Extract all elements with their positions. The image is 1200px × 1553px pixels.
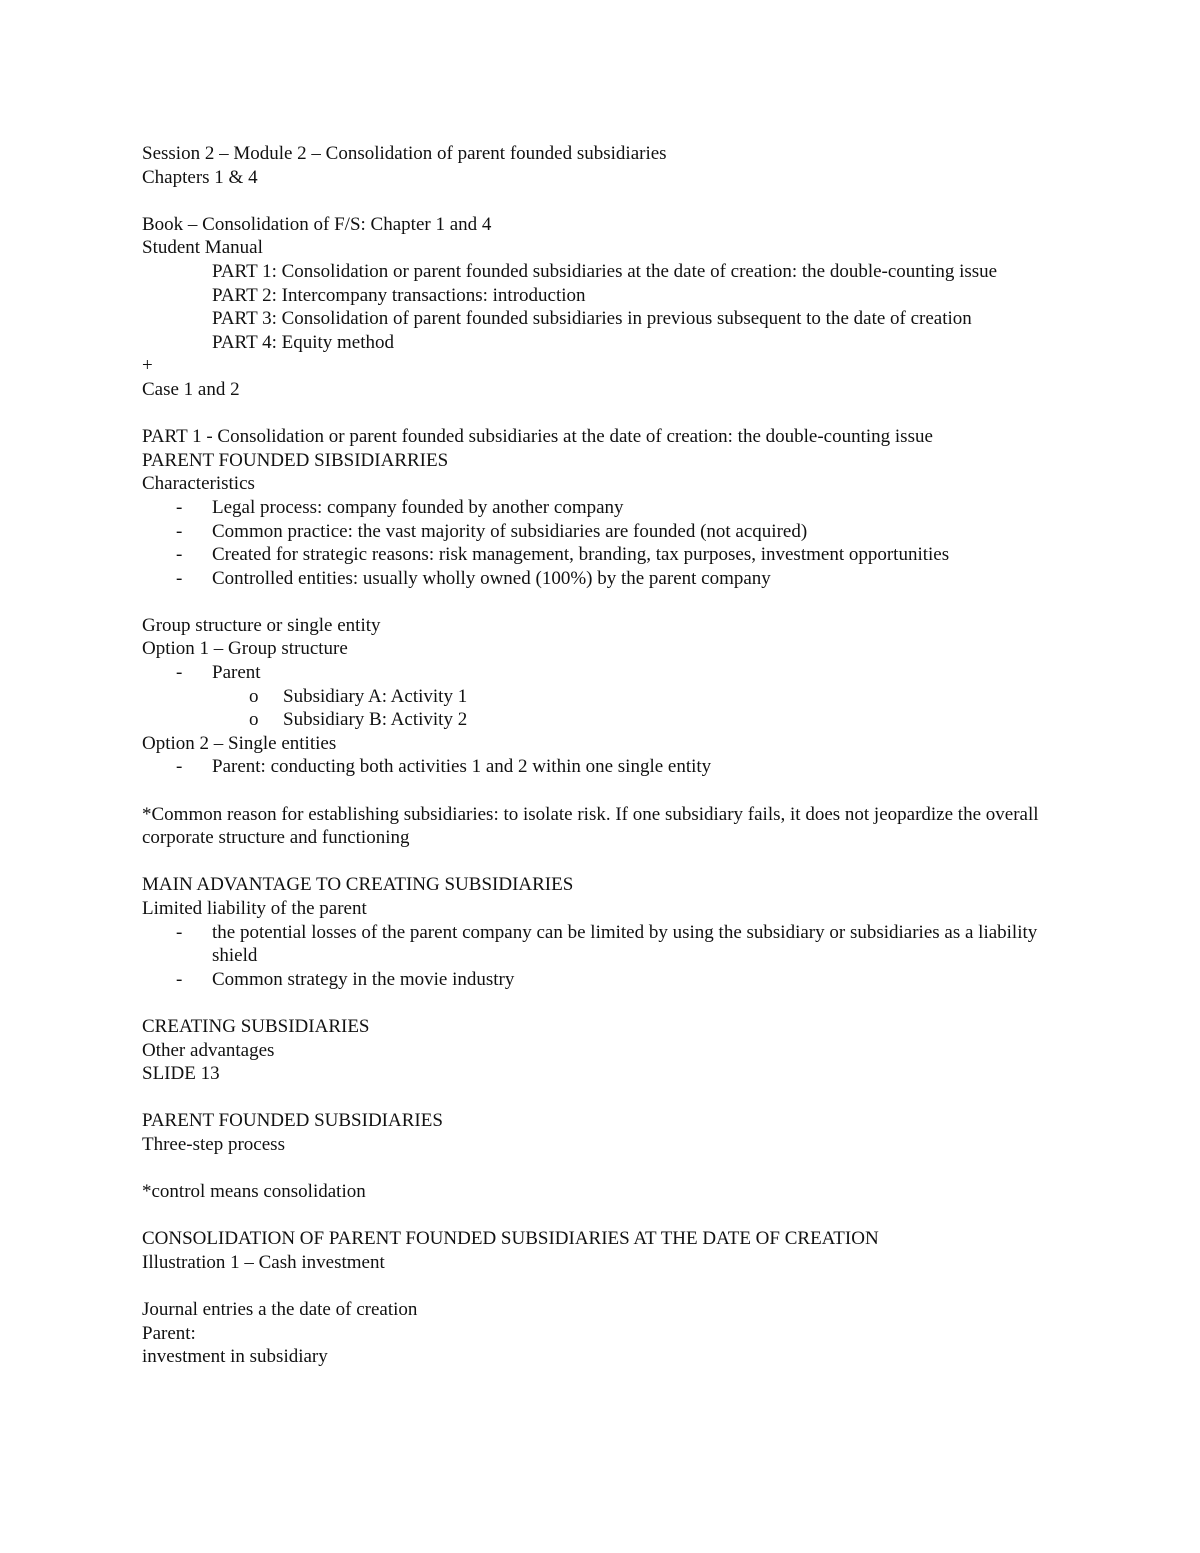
control-note: *control means consolidation	[142, 1181, 366, 1203]
list-item: - Created for strategic reasons: risk management, branding, tax purposes, investment opportunities	[176, 544, 950, 566]
list-item: - Legal process: company founded by another company	[176, 496, 624, 518]
parent-label: Parent:	[142, 1322, 196, 1344]
risk-note: *Common reason for establishing subsidiaries: to isolate risk. If one subsidiary fails, it does not jeopardize the overall corporate structure and functioning	[142, 803, 1039, 849]
journal-entries-label: Journal entries a the date of creation	[142, 1299, 418, 1321]
manual-part-1: PART 1: Consolidation or parent founded subsidiaries at the date of creation: the double-counting issue	[212, 260, 998, 282]
list-item: - Parent: conducting both activities 1 and 2 within one single entity	[176, 756, 712, 778]
plus-sign: +	[142, 355, 153, 377]
slide-reference: SLIDE 13	[142, 1063, 220, 1085]
sub-list-item: o Subsidiary A: Activity 1	[249, 685, 468, 707]
manual-part-2: PART 2: Intercompany transactions: introduction	[212, 284, 586, 306]
consolidation-heading: CONSOLIDATION OF PARENT FOUNDED SUBSIDIARIES AT THE DATE OF CREATION	[142, 1228, 879, 1250]
main-advantage-heading: MAIN ADVANTAGE TO CREATING SUBSIDIARIES	[142, 874, 574, 896]
three-step-label: Three-step process	[142, 1133, 285, 1155]
characteristics-label: Characteristics	[142, 473, 255, 495]
dash-marker: -	[176, 520, 183, 542]
limited-liability-label: Limited liability of the parent	[142, 898, 367, 919]
sub-list-item: o Subsidiary B: Activity 2	[249, 709, 468, 731]
circle-marker: o	[249, 709, 259, 731]
dash-marker: -	[176, 544, 183, 566]
student-manual-label: Student Manual	[142, 237, 263, 259]
creating-subsidiaries-heading: CREATING SUBSIDIARIES	[142, 1015, 370, 1037]
part1-heading: PART 1 - Consolidation or parent founded subsidiaries at the date of creation: the double-counting issue	[142, 426, 933, 448]
list-item: - Common strategy in the movie industry	[176, 968, 515, 990]
dash-marker: -	[176, 756, 183, 778]
dash-marker: -	[176, 567, 183, 589]
list-item: - Controlled entities: usually wholly owned (100%) by the parent company	[176, 567, 771, 589]
manual-part-3: PART 3: Consolidation of parent founded subsidiaries in previous subsequent to the date of creation	[212, 308, 972, 330]
group-structure-label: Group structure or single entity	[142, 614, 381, 636]
cases-line: Case 1 and 2	[142, 378, 240, 400]
option2-label: Option 2 – Single entities	[142, 732, 337, 754]
dash-marker: -	[176, 496, 183, 518]
manual-part-4: PART 4: Equity method	[212, 331, 395, 353]
list-item: - Parent	[176, 662, 261, 684]
dash-marker: -	[176, 968, 183, 990]
list-item: - Common practice: the vast majority of subsidiaries are founded (not acquired)	[176, 520, 808, 542]
list-item: - the potential losses of the parent company can be limited by using the subsidiary or subsidiaries as a liability shield	[176, 921, 1038, 967]
session-title: Session 2 – Module 2 – Consolidation of parent founded subsidiaries	[142, 143, 667, 164]
section-heading-pfs: PARENT FOUNDED SIBSIDIARRIES	[142, 449, 449, 471]
book-line: Book – Consolidation of F/S: Chapter 1 and 4	[142, 213, 492, 235]
investment-label: investment in subsidiary	[142, 1346, 328, 1368]
other-advantages-label: Other advantages	[142, 1039, 275, 1061]
dash-marker: -	[176, 662, 183, 684]
dash-marker: -	[176, 921, 183, 943]
illustration-label: Illustration 1 – Cash investment	[142, 1251, 385, 1273]
circle-marker: o	[249, 685, 259, 707]
option1-label: Option 1 – Group structure	[142, 638, 348, 660]
section-heading-pfs-2: PARENT FOUNDED SUBSIDIARIES	[142, 1110, 443, 1132]
chapters-line: Chapters 1 & 4	[142, 166, 258, 188]
